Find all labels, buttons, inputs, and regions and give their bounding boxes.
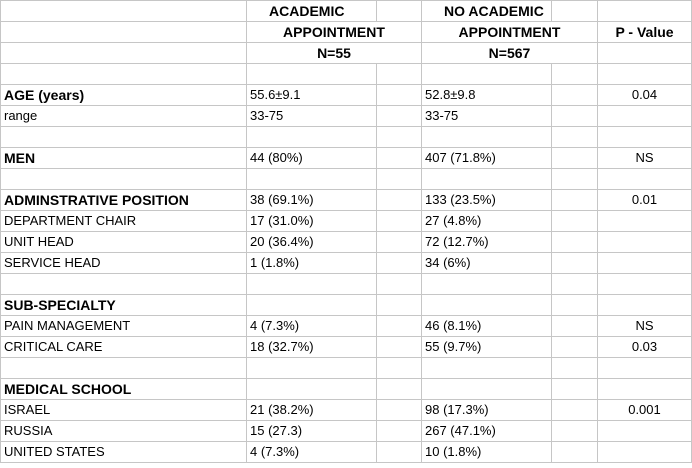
academic-value: 33-75 (247, 106, 377, 127)
empty-cell (552, 148, 598, 169)
empty-cell (377, 106, 422, 127)
academic-value: 4 (7.3%) (247, 316, 377, 337)
empty-cell (552, 421, 598, 442)
academic-value: 38 (69.1%) (247, 190, 377, 211)
academic-value: 18 (32.7%) (247, 337, 377, 358)
no-academic-value: 267 (47.1%) (422, 421, 552, 442)
empty-cell (377, 64, 422, 85)
p-value: NS (598, 148, 692, 169)
empty-cell (552, 316, 598, 337)
empty-cell (377, 232, 422, 253)
empty-cell (1, 43, 247, 64)
academic-value: 44 (80%) (247, 148, 377, 169)
empty-cell (377, 190, 422, 211)
p-value (598, 64, 692, 85)
empty-cell (377, 274, 422, 295)
empty-cell (598, 1, 692, 22)
empty-cell (377, 148, 422, 169)
academic-value: 15 (27.3) (247, 421, 377, 442)
p-value: 0.04 (598, 85, 692, 106)
p-value: NS (598, 316, 692, 337)
p-value (598, 127, 692, 148)
academic-value (247, 379, 377, 400)
row-label: range (1, 106, 247, 127)
empty-cell (377, 337, 422, 358)
empty-cell (552, 1, 598, 22)
empty-cell (552, 127, 598, 148)
academic-value (247, 64, 377, 85)
p-value-header: P - Value (598, 22, 692, 43)
no-academic-header-line-1: NO ACADEMIC (422, 1, 552, 22)
no-academic-value: 10 (1.8%) (422, 442, 552, 463)
row-label (1, 358, 247, 379)
row-label (1, 169, 247, 190)
row-label: ISRAEL (1, 400, 247, 421)
academic-value: 1 (1.8%) (247, 253, 377, 274)
table-row (1, 274, 692, 295)
empty-cell (598, 43, 692, 64)
empty-cell (377, 1, 422, 22)
row-label (1, 64, 247, 85)
table-row (1, 358, 692, 379)
academic-value (247, 274, 377, 295)
empty-cell (377, 316, 422, 337)
empty-cell (552, 85, 598, 106)
academic-header-line-1: ACADEMIC (247, 1, 377, 22)
empty-cell (552, 274, 598, 295)
p-value (598, 169, 692, 190)
empty-cell (377, 127, 422, 148)
header-row (1, 43, 692, 64)
row-label: DEPARTMENT CHAIR (1, 211, 247, 232)
academic-value: 21 (38.2%) (247, 400, 377, 421)
empty-cell (552, 379, 598, 400)
table-row (1, 106, 692, 127)
no-academic-value (422, 274, 552, 295)
row-label: CRITICAL CARE (1, 337, 247, 358)
empty-cell (377, 85, 422, 106)
p-value (598, 295, 692, 316)
header-row (1, 22, 692, 43)
empty-cell (377, 211, 422, 232)
no-academic-value: 72 (12.7%) (422, 232, 552, 253)
table-row (1, 253, 692, 274)
empty-cell (552, 211, 598, 232)
empty-cell (552, 337, 598, 358)
empty-cell (552, 232, 598, 253)
table-row (1, 379, 692, 400)
academic-value: 55.6±9.1 (247, 85, 377, 106)
academic-value (247, 295, 377, 316)
empty-cell (377, 442, 422, 463)
table-row (1, 295, 692, 316)
table-row (1, 190, 692, 211)
empty-cell (552, 358, 598, 379)
no-academic-value: 55 (9.7%) (422, 337, 552, 358)
row-label (1, 127, 247, 148)
table-row (1, 148, 692, 169)
academic-value: 4 (7.3%) (247, 442, 377, 463)
no-academic-header-line-2: APPOINTMENT (422, 22, 598, 43)
table-row (1, 169, 692, 190)
table-row (1, 64, 692, 85)
table-row (1, 127, 692, 148)
empty-cell (377, 379, 422, 400)
p-value (598, 106, 692, 127)
row-label: AGE (years) (1, 85, 247, 106)
empty-cell (552, 64, 598, 85)
empty-cell (377, 169, 422, 190)
p-value (598, 358, 692, 379)
no-academic-value: 52.8±9.8 (422, 85, 552, 106)
p-value (598, 232, 692, 253)
academic-value (247, 358, 377, 379)
table-row (1, 400, 692, 421)
no-academic-value (422, 127, 552, 148)
empty-cell (377, 358, 422, 379)
row-label (1, 274, 247, 295)
table-row (1, 85, 692, 106)
no-academic-value (422, 295, 552, 316)
empty-cell (552, 253, 598, 274)
academic-value (247, 169, 377, 190)
table-row (1, 316, 692, 337)
empty-cell (1, 1, 247, 22)
p-value (598, 274, 692, 295)
p-value: 0.03 (598, 337, 692, 358)
p-value (598, 379, 692, 400)
academic-value (247, 127, 377, 148)
empty-cell (377, 400, 422, 421)
row-label: ADMINSTRATIVE POSITION (1, 190, 247, 211)
empty-cell (552, 295, 598, 316)
academic-header-line-2: APPOINTMENT (247, 22, 422, 43)
row-label: SUB-SPECIALTY (1, 295, 247, 316)
no-academic-value: 46 (8.1%) (422, 316, 552, 337)
no-academic-value: 133 (23.5%) (422, 190, 552, 211)
table-row (1, 232, 692, 253)
academic-value: 17 (31.0%) (247, 211, 377, 232)
p-value (598, 253, 692, 274)
p-value (598, 442, 692, 463)
row-label: PAIN MANAGEMENT (1, 316, 247, 337)
row-label: UNIT HEAD (1, 232, 247, 253)
p-value (598, 211, 692, 232)
empty-cell (1, 22, 247, 43)
no-academic-header-count: N=567 (422, 43, 598, 64)
empty-cell (377, 421, 422, 442)
header-row (1, 1, 692, 22)
empty-cell (552, 400, 598, 421)
table-row (1, 211, 692, 232)
no-academic-value: 98 (17.3%) (422, 400, 552, 421)
no-academic-value: 407 (71.8%) (422, 148, 552, 169)
empty-cell (552, 169, 598, 190)
p-value (598, 421, 692, 442)
p-value: 0.001 (598, 400, 692, 421)
empty-cell (377, 295, 422, 316)
table-row (1, 421, 692, 442)
no-academic-value (422, 169, 552, 190)
no-academic-value: 27 (4.8%) (422, 211, 552, 232)
empty-cell (377, 253, 422, 274)
row-label: SERVICE HEAD (1, 253, 247, 274)
no-academic-value (422, 358, 552, 379)
empty-cell (552, 190, 598, 211)
row-label: UNITED STATES (1, 442, 247, 463)
row-label: RUSSIA (1, 421, 247, 442)
no-academic-value: 33-75 (422, 106, 552, 127)
empty-cell (552, 442, 598, 463)
academic-value: 20 (36.4%) (247, 232, 377, 253)
row-label: MEN (1, 148, 247, 169)
row-label: MEDICAL SCHOOL (1, 379, 247, 400)
no-academic-value (422, 64, 552, 85)
table-row (1, 337, 692, 358)
no-academic-value (422, 379, 552, 400)
no-academic-value: 34 (6%) (422, 253, 552, 274)
academic-header-count: N=55 (247, 43, 422, 64)
empty-cell (552, 106, 598, 127)
p-value: 0.01 (598, 190, 692, 211)
table-row (1, 442, 692, 463)
